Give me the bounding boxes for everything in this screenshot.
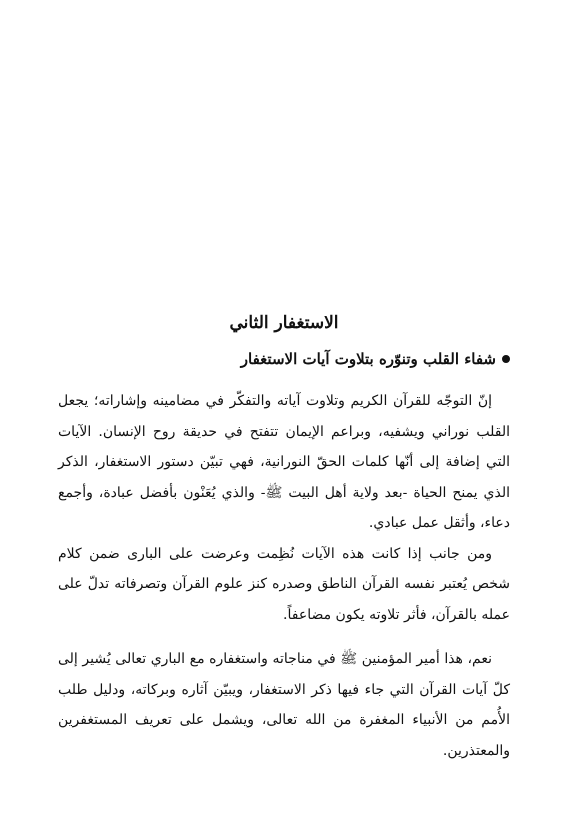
section-title: الاستغفار الثاني [229, 313, 339, 333]
bullet-icon [502, 355, 510, 363]
subheading-text: شفاء القلب وتنوّره بتلاوت آيات الاستغفار [240, 350, 496, 368]
paragraph-3: نعم، هذا أمير المؤمنين ﷺ في مناجاته واستغفاره مع الباري تعالى يُشير إلى كلّ آيات القرآن التي جاء فيها ذكر الاستغفار، ويبيّن آثاره وبركاته، ودليل طلب الأُمم من الأنبياء المغفرة من الله تعالى، ويشمل على تعريف المستغفرين والمعتذرين. [58, 651, 510, 759]
subheading [58, 348, 510, 370]
page-content [58, 312, 510, 766]
paragraph-2: ومن جانب إذا كانت هذه الآيات نُظِمت وعرضت على البارى ضمن كلام شخص يُعتبر نفسه القرآن الناطق وصدره كنز علوم القرآن وتصرفاته تدلّ على عمله بالقرآن، فأثر تلاوته يكون مضاعفاً. [58, 545, 510, 623]
paragraph-1: إنّ التوجّه للقرآن الكريم وتلاوت آياته والتفكّر في مضامينه وإشاراته؛ يجعل القلب نوراني ويشفيه، وبراعم الإيمان تتفتح في حديقة روح الإنسان. الآيات التي إضافة إلى أنّها كلمات الحقّ النورانية، فهي تبيّن دستور الاستغفار، الذكر الذي يمنح الحياة -بعد ولاية أهل البيت ﷺ- والذي يُعَنْون بأفضل عبادة، وأجمع دعاء، وأثقل عمل عبادي. [58, 393, 510, 531]
